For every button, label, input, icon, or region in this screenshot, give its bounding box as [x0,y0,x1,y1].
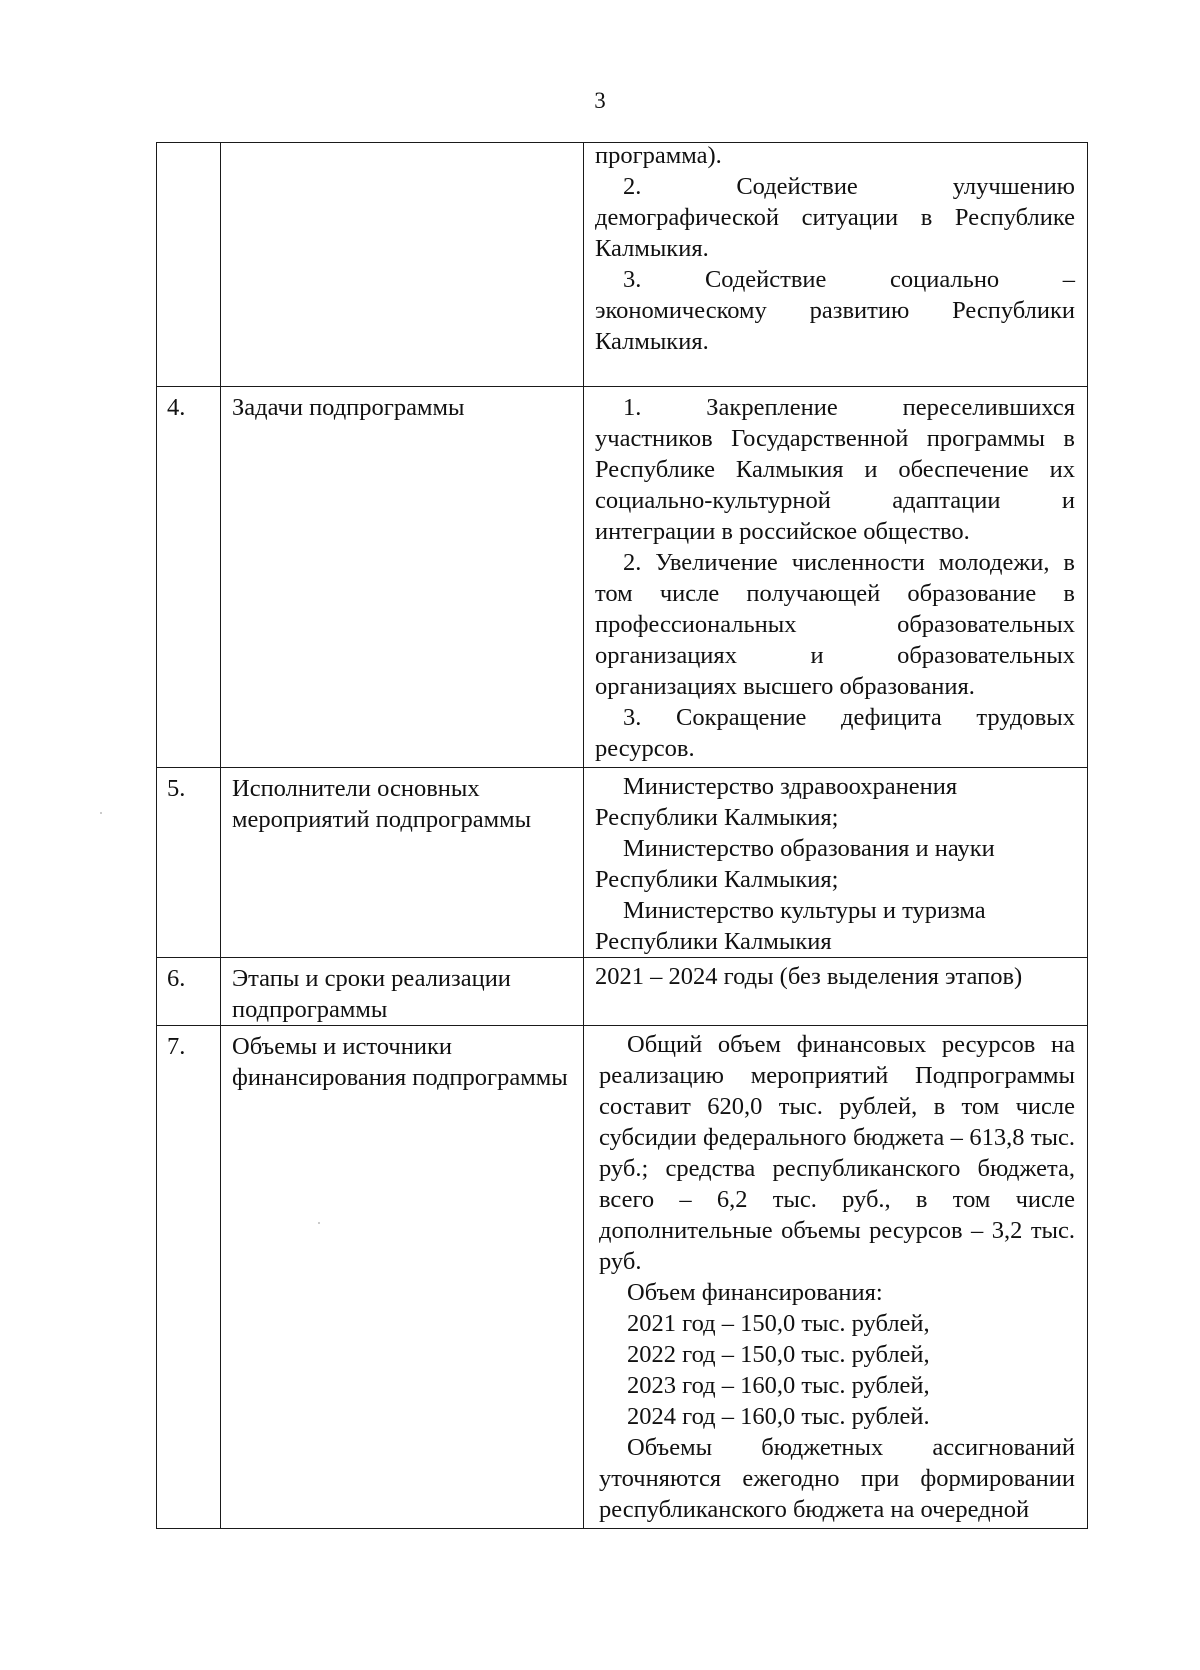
row-name: Задачи подпрограммы [221,387,584,768]
row-value [584,768,1088,958]
row-name [221,143,584,387]
scan-speck [100,812,102,814]
row-number: 5. [157,768,221,958]
row-value-paragraph: 2. Содействие улучшению демографической ситуации в Республике Калмыкия. [595,173,1075,262]
row-name: Объемы и источники финансирования подпрограммы [221,1026,584,1529]
table-row [157,143,1088,387]
row-value-paragraph: 1. Закрепление переселившихся участников Государственной программы в Республике Калмыкия и обеспечение их социально-культурной адаптации и интеграции в российское общество. [595,394,1075,545]
page-number: 3 [594,88,606,113]
row-number: 6. [157,958,221,1026]
row-name: Исполнители основных мероприятий подпрограммы [221,768,584,958]
row-number: 4. [157,387,221,768]
row-value-paragraph: 3. Содействие социально – экономическому развитию Республики Калмыкия. [595,266,1075,355]
row-value [584,1026,1088,1529]
row-value [584,143,1088,387]
row-value [584,387,1088,768]
row-value-paragraph: Объемы бюджетных ассигнований уточняются ежегодно при формировании республиканского бюджета на очередной [599,1434,1075,1523]
table-row [157,387,1088,768]
row-value [584,958,1088,1026]
row-value-paragraph: Министерство образования и науки Республики Калмыкия; [595,835,995,893]
row-number [157,143,221,387]
program-passport-table [156,142,1088,1529]
row-value-paragraph: 2024 год – 160,0 тыс. рублей. [627,1403,930,1430]
row-value-paragraph: 2021 год – 150,0 тыс. рублей, [627,1310,930,1337]
row-value-paragraph: 2023 год – 160,0 тыс. рублей, [627,1372,930,1399]
row-name: Этапы и сроки реализации подпрограммы [221,958,584,1026]
row-value-paragraph: 2021 – 2024 годы (без выделения этапов) [595,963,1023,990]
table-row [157,958,1088,1026]
row-value-paragraph: 2022 год – 150,0 тыс. рублей, [627,1341,930,1368]
row-value-paragraph: Министерство культуры и туризма Республики Калмыкия [595,897,986,955]
table-row [157,768,1088,958]
row-number: 7. [157,1026,221,1529]
row-value-paragraph: 2. Увеличение численности молодежи, в том числе получающей образование в профессиональных образовательных организациях и образовательных организациях высшего образования. [595,549,1075,700]
scan-speck [318,1222,320,1224]
row-value-paragraph: Объем финансирования: [627,1279,883,1306]
row-value-paragraph: программа). [595,142,722,169]
table-row [157,1026,1088,1529]
row-value-paragraph: Общий объем финансовых ресурсов на реализацию мероприятий Подпрограммы составит 620,0 тыс. рублей, в том числе субсидии федерального бюджета – 613,8 тыс. руб.; средства республиканского бюджета, всего – 6,2 тыс. руб., в том числе дополнительные объемы ресурсов – 3,2 тыс. руб. [599,1031,1075,1275]
row-value-paragraph: Министерство здравоохранения Республики Калмыкия; [595,773,958,831]
row-value-paragraph: 3. Сокращение дефицита трудовых ресурсов. [595,704,1075,762]
